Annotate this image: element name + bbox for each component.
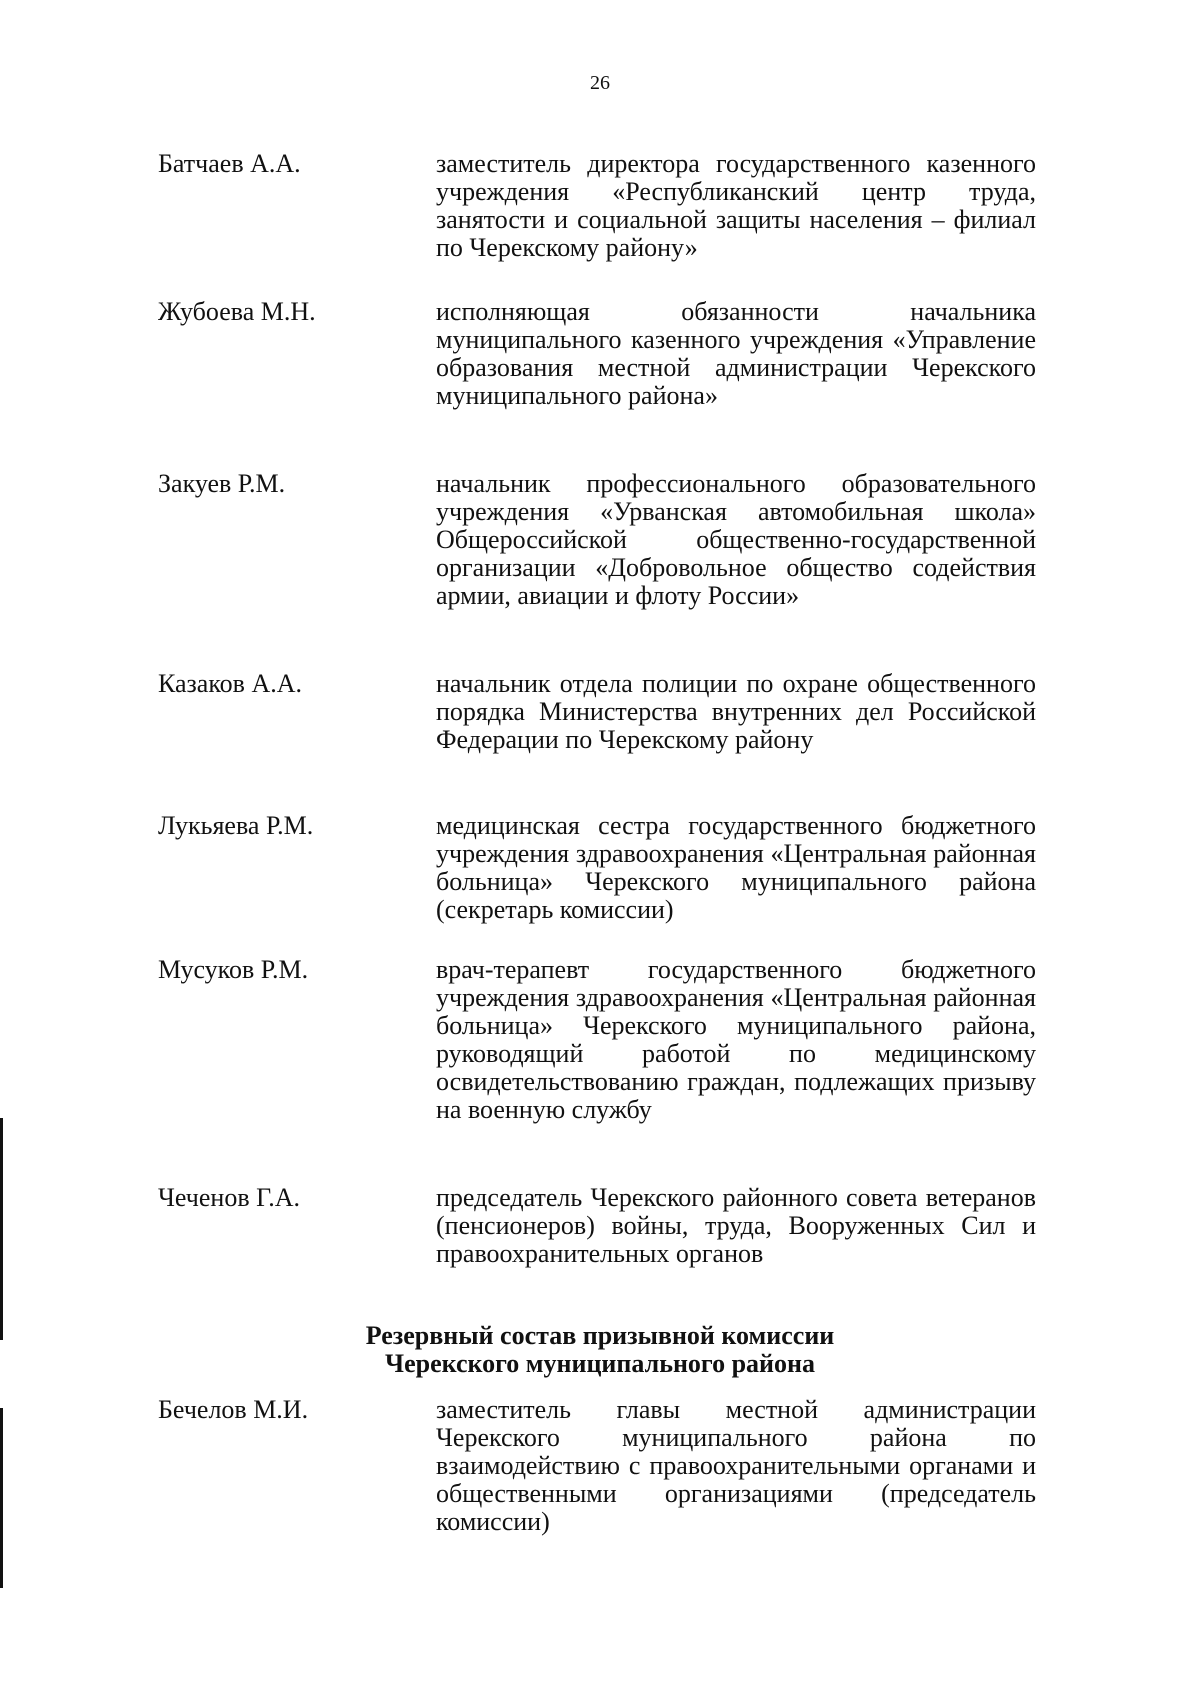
- page-number: 26: [590, 72, 610, 94]
- member-position: заместитель главы местной администрации Черекского муниципального района по взаимодействию с правоохранительными органами и общественными организациями (председатель комиссии): [436, 1395, 1036, 1536]
- member-position: исполняющая обязанности начальника муниципального казенного учреждения «Управление образования местной администрации Черекского муниципального района»: [436, 297, 1036, 410]
- member-position: председатель Черекского районного совета ветеранов (пенсионеров) войны, труда, Вооруженных Сил и правоохранительных органов: [436, 1183, 1036, 1268]
- member-position: врач-терапевт государственного бюджетного учреждения здравоохранения «Центральная районная больница» Черекского муниципального района, руководящий работой по медицинскому освидетельствованию граждан, подлежащих призыву на военную службу: [436, 955, 1036, 1124]
- member-position: медицинская сестра государственного бюджетного учреждения здравоохранения «Центральная районная больница» Черекского муниципального района (секретарь комиссии): [436, 811, 1036, 924]
- member-name: Чеченов Г.А.: [158, 1183, 300, 1212]
- member-name: Лукьяева Р.М.: [158, 811, 314, 840]
- scan-margin-line: [0, 1408, 3, 1588]
- member-position: заместитель директора государственного казенного учреждения «Республиканский центр труда, занятости и социальной защиты населения – филиал по Черекскому району»: [436, 149, 1036, 262]
- scan-margin-line: [0, 1118, 3, 1340]
- section-title-line: Резервный состав призывной комиссии: [365, 1321, 835, 1350]
- section-title-line: Черекского муниципального района: [384, 1349, 816, 1378]
- member-position: начальник профессионального образовательного учреждения «Урванская автомобильная школа» Общероссийской общественно-государственной организации «Добровольное общество содействия армии, авиации и флоту России»: [436, 469, 1036, 610]
- member-name: Закуев Р.М.: [158, 469, 286, 498]
- member-name: Бечелов М.И.: [158, 1395, 309, 1424]
- member-position: начальник отдела полиции по охране общественного порядка Министерства внутренних дел Российской Федерации по Черекскому району: [436, 669, 1036, 754]
- member-name: Мусуков Р.М.: [158, 955, 309, 984]
- member-name: Батчаев А.А.: [158, 149, 301, 178]
- member-name: Жубоева М.Н.: [158, 297, 316, 326]
- member-name: Казаков А.А.: [158, 669, 302, 698]
